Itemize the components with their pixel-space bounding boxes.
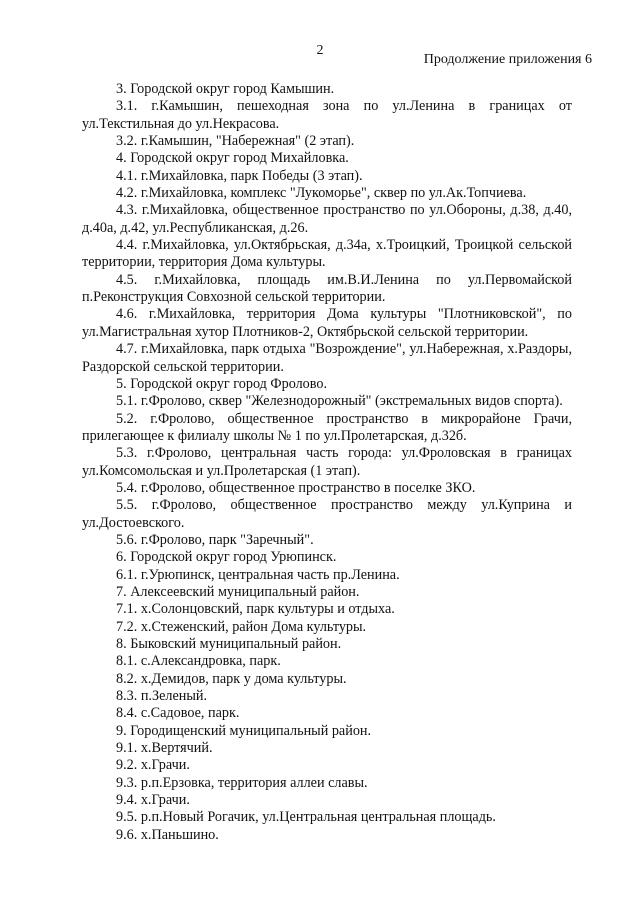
paragraph: 9.1. х.Вертячий. (116, 740, 213, 757)
paragraph: 5. Городской округ город Фролово. (116, 375, 328, 392)
paragraph: 5.2. г.Фролово, общественное пространство в микрорайоне Грачи, прилегающее к филиалу школы № 1 по ул.Пролетарская, д.32б. (82, 410, 572, 444)
paragraph: 8.4. с.Садовое, парк. (116, 705, 240, 722)
paragraph: 9.6. х.Паньшино. (116, 826, 219, 843)
paragraph: 8.2. х.Демидов, парк у дома культуры. (116, 670, 347, 687)
paragraph: 9.2. х.Грачи. (116, 757, 190, 774)
paragraph: 4.7. г.Михайловка, парк отдыха "Возрождение", ул.Набережная, х.Раздоры, Раздорской сельской территории. (82, 341, 572, 375)
paragraph: 9.5. р.п.Новый Рогачик, ул.Центральная центральная площадь. (116, 809, 496, 826)
paragraph: 9. Городищенский муниципальный район. (116, 722, 372, 739)
body-text (82, 81, 572, 844)
paragraph: 5.4. г.Фролово, общественное пространство в поселке ЗКО. (116, 479, 476, 496)
page-number: 2 (316, 43, 324, 58)
paragraph: 8. Быковский муниципальный район. (116, 636, 342, 652)
paragraph: 4.5. г.Михайловка, площадь им.В.И.Ленина по ул.Первомайской п.Реконструкция Совхозной сельской территории. (82, 271, 572, 306)
paragraph: 5.1. г.Фролово, сквер "Железнодорожный" (экстремальных видов спорта). (116, 393, 563, 410)
paragraph: 4.6. г.Михайловка, территория Дома культуры "Плотниковской", по ул.Магистральная хутор Плотников-2, Октябрьской сельской территории. (82, 306, 572, 340)
continuation-label: Продолжение приложения 6 (423, 52, 592, 67)
paragraph: 3.1. г.Камышин, пешеходная зона по ул.Ленина в границах от ул.Текстильная до ул.Некрасова. (82, 98, 572, 132)
paragraph: 4.3. г.Михайловка, общественное пространство по ул.Обороны, д.38, д.40, д.40а, д.42, ул.Республиканская, д.26. (82, 202, 572, 236)
paragraph: 8.3. п.Зеленый. (116, 688, 208, 705)
paragraph: 6. Городской округ город Урюпинск. (116, 549, 337, 566)
paragraph: 7. Алексеевский муниципальный район. (116, 583, 360, 600)
paragraph: 9.3. р.п.Ерзовка, территория аллеи славы. (116, 774, 368, 791)
paragraph: 7.2. х.Стеженский, район Дома культуры. (116, 618, 367, 635)
paragraph: 5.3. г.Фролово, центральная часть города: ул.Фроловская в границах ул.Комсомольская и ул.Пролетарская (1 этап). (82, 445, 572, 479)
paragraph: 5.5. г.Фролово, общественное пространство между ул.Куприна и ул.Достоевского. (82, 497, 572, 531)
paragraph: 8.1. с.Александровка, парк. (116, 653, 281, 670)
paragraph: 6.1. г.Урюпинск, центральная часть пр.Ленина. (116, 566, 400, 583)
paragraph: 3. Городской округ город Камышин. (116, 81, 335, 97)
paragraph: 4.4. г.Михайловка, ул.Октябрьская, д.34а, х.Троицкий, Троицкой сельской территории, территория Дома культуры. (82, 237, 572, 271)
paragraph: 4. Городской округ город Михайловка. (116, 150, 349, 167)
paragraph: 4.2. г.Михайловка, комплекс "Лукоморье", сквер по ул.Ак.Топчиева. (116, 185, 527, 202)
paragraph: 5.6. г.Фролово, парк "Заречный". (116, 531, 314, 548)
paragraph: 7.1. х.Солонцовский, парк культуры и отдыха. (116, 601, 395, 618)
paragraph: 4.1. г.Михайловка, парк Победы (3 этап). (116, 167, 363, 184)
paragraph: 9.4. х.Грачи. (116, 792, 190, 809)
paragraph: 3.2. г.Камышин, "Набережная" (2 этап). (116, 133, 355, 150)
